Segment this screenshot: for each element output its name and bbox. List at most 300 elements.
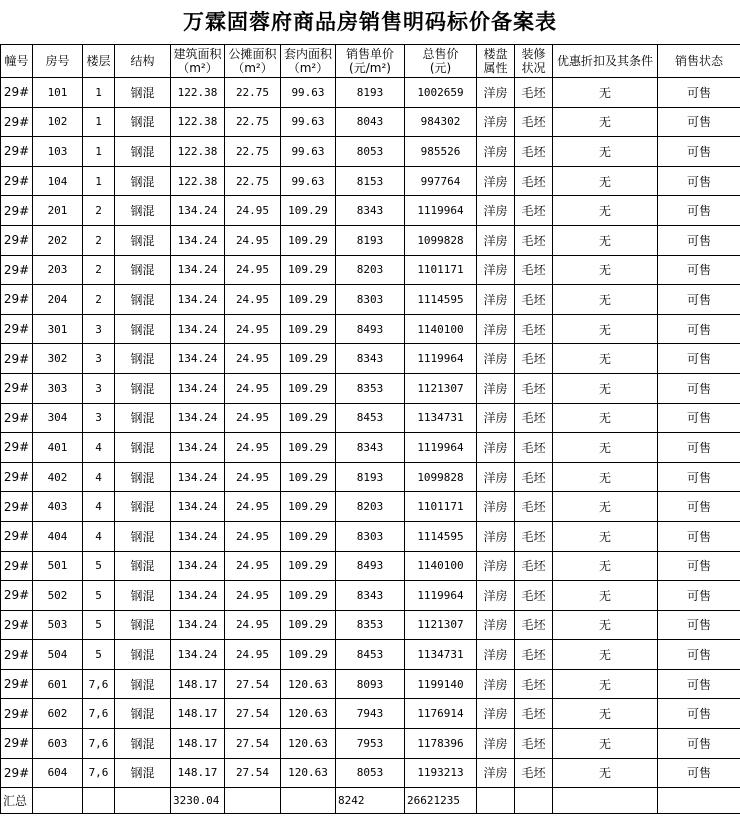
table-cell[interactable]: 可售 (658, 551, 740, 581)
table-cell[interactable]: 134.24 (171, 551, 225, 581)
table-cell[interactable]: 毛坯 (515, 758, 553, 788)
table-cell[interactable]: 钢混 (115, 285, 171, 315)
table-cell[interactable]: 99.63 (281, 78, 336, 108)
table-cell[interactable]: 8203 (336, 492, 405, 522)
total-cell[interactable]: 26621235 (405, 788, 477, 814)
table-cell[interactable]: 毛坯 (515, 137, 553, 167)
table-cell[interactable]: 钢混 (115, 640, 171, 670)
table-cell[interactable]: 29# (1, 137, 33, 167)
table-cell[interactable]: 7,6 (83, 729, 115, 759)
table-cell[interactable]: 毛坯 (515, 640, 553, 670)
table-cell[interactable]: 无 (553, 166, 658, 196)
table-cell[interactable]: 29# (1, 492, 33, 522)
table-cell[interactable]: 毛坯 (515, 196, 553, 226)
table-cell[interactable]: 钢混 (115, 433, 171, 463)
table-cell[interactable]: 3 (83, 373, 115, 403)
table-cell[interactable]: 毛坯 (515, 166, 553, 196)
table-cell[interactable]: 24.95 (225, 462, 281, 492)
table-cell[interactable]: 2 (83, 225, 115, 255)
table-cell[interactable]: 钢混 (115, 373, 171, 403)
table-cell[interactable]: 钢混 (115, 107, 171, 137)
table-cell[interactable]: 可售 (658, 669, 740, 699)
table-cell[interactable]: 可售 (658, 314, 740, 344)
table-cell[interactable]: 29# (1, 344, 33, 374)
table-cell[interactable]: 1 (83, 166, 115, 196)
table-cell[interactable]: 122.38 (171, 78, 225, 108)
table-cell[interactable]: 1121307 (405, 610, 477, 640)
table-cell[interactable]: 洋房 (477, 78, 515, 108)
table-cell[interactable]: 101 (33, 78, 83, 108)
table-cell[interactable]: 24.95 (225, 285, 281, 315)
column-header[interactable] (658, 45, 740, 78)
table-cell[interactable]: 109.29 (281, 640, 336, 670)
table-cell[interactable]: 无 (553, 492, 658, 522)
table-cell[interactable]: 99.63 (281, 137, 336, 167)
table-cell[interactable]: 109.29 (281, 373, 336, 403)
table-cell[interactable]: 1140100 (405, 314, 477, 344)
table-cell[interactable]: 可售 (658, 729, 740, 759)
table-cell[interactable]: 1101171 (405, 492, 477, 522)
table-cell[interactable]: 603 (33, 729, 83, 759)
table-cell[interactable]: 钢混 (115, 137, 171, 167)
table-cell[interactable]: 可售 (658, 225, 740, 255)
table-cell[interactable]: 134.24 (171, 285, 225, 315)
table-cell[interactable]: 1119964 (405, 581, 477, 611)
table-cell[interactable]: 99.63 (281, 107, 336, 137)
table-cell[interactable]: 109.29 (281, 225, 336, 255)
table-cell[interactable]: 8303 (336, 521, 405, 551)
table-cell[interactable]: 134.24 (171, 581, 225, 611)
table-cell[interactable]: 29# (1, 551, 33, 581)
table-cell[interactable]: 可售 (658, 699, 740, 729)
total-cell[interactable] (515, 788, 553, 814)
table-cell[interactable]: 8343 (336, 433, 405, 463)
table-cell[interactable]: 毛坯 (515, 107, 553, 137)
table-cell[interactable]: 134.24 (171, 196, 225, 226)
table-cell[interactable]: 2 (83, 255, 115, 285)
table-cell[interactable]: 洋房 (477, 107, 515, 137)
table-cell[interactable]: 洋房 (477, 137, 515, 167)
table-cell[interactable]: 109.29 (281, 610, 336, 640)
table-cell[interactable]: 8193 (336, 78, 405, 108)
table-cell[interactable]: 27.54 (225, 729, 281, 759)
table-cell[interactable]: 无 (553, 107, 658, 137)
table-cell[interactable]: 可售 (658, 640, 740, 670)
table-cell[interactable]: 134.24 (171, 344, 225, 374)
table-cell[interactable]: 29# (1, 699, 33, 729)
table-cell[interactable]: 1140100 (405, 551, 477, 581)
table-cell[interactable]: 7,6 (83, 758, 115, 788)
column-header[interactable] (33, 45, 83, 78)
table-cell[interactable]: 洋房 (477, 285, 515, 315)
table-cell[interactable]: 无 (553, 640, 658, 670)
table-cell[interactable]: 1114595 (405, 521, 477, 551)
table-cell[interactable]: 120.63 (281, 729, 336, 759)
column-header[interactable] (1, 45, 33, 78)
table-cell[interactable]: 毛坯 (515, 314, 553, 344)
table-cell[interactable]: 钢混 (115, 610, 171, 640)
table-cell[interactable]: 22.75 (225, 137, 281, 167)
table-cell[interactable]: 3 (83, 403, 115, 433)
table-cell[interactable]: 120.63 (281, 758, 336, 788)
table-cell[interactable]: 8353 (336, 610, 405, 640)
table-cell[interactable]: 109.29 (281, 285, 336, 315)
table-cell[interactable]: 1099828 (405, 225, 477, 255)
table-cell[interactable]: 109.29 (281, 581, 336, 611)
table-cell[interactable]: 毛坯 (515, 403, 553, 433)
table-cell[interactable]: 钢混 (115, 225, 171, 255)
column-header[interactable] (83, 45, 115, 78)
table-cell[interactable]: 无 (553, 669, 658, 699)
table-cell[interactable]: 可售 (658, 373, 740, 403)
table-cell[interactable]: 24.95 (225, 640, 281, 670)
table-cell[interactable]: 134.24 (171, 492, 225, 522)
table-cell[interactable]: 5 (83, 610, 115, 640)
table-cell[interactable]: 984302 (405, 107, 477, 137)
table-cell[interactable]: 毛坯 (515, 581, 553, 611)
table-cell[interactable]: 134.24 (171, 433, 225, 463)
table-cell[interactable]: 3 (83, 314, 115, 344)
table-cell[interactable]: 24.95 (225, 610, 281, 640)
table-cell[interactable]: 22.75 (225, 107, 281, 137)
table-cell[interactable]: 1134731 (405, 403, 477, 433)
table-cell[interactable]: 1199140 (405, 669, 477, 699)
table-cell[interactable]: 无 (553, 285, 658, 315)
table-cell[interactable]: 1178396 (405, 729, 477, 759)
total-cell[interactable] (83, 788, 115, 814)
table-cell[interactable]: 29# (1, 433, 33, 463)
table-cell[interactable]: 无 (553, 581, 658, 611)
table-cell[interactable]: 毛坯 (515, 521, 553, 551)
table-cell[interactable]: 毛坯 (515, 462, 553, 492)
table-cell[interactable]: 24.95 (225, 344, 281, 374)
total-cell[interactable]: 8242 (336, 788, 405, 814)
table-cell[interactable]: 钢混 (115, 669, 171, 699)
column-header[interactable] (171, 45, 225, 78)
table-cell[interactable]: 985526 (405, 137, 477, 167)
table-cell[interactable]: 102 (33, 107, 83, 137)
table-cell[interactable]: 无 (553, 433, 658, 463)
column-header[interactable] (553, 45, 658, 78)
table-cell[interactable]: 29# (1, 581, 33, 611)
table-cell[interactable]: 29# (1, 521, 33, 551)
table-cell[interactable]: 109.29 (281, 462, 336, 492)
table-cell[interactable]: 1119964 (405, 433, 477, 463)
table-cell[interactable]: 29# (1, 314, 33, 344)
table-cell[interactable]: 无 (553, 610, 658, 640)
column-header[interactable] (477, 45, 515, 78)
table-cell[interactable]: 122.38 (171, 166, 225, 196)
table-cell[interactable]: 钢混 (115, 196, 171, 226)
table-cell[interactable]: 无 (553, 137, 658, 167)
table-cell[interactable]: 134.24 (171, 373, 225, 403)
table-cell[interactable]: 1176914 (405, 699, 477, 729)
table-cell[interactable]: 毛坯 (515, 433, 553, 463)
total-cell[interactable]: 3230.04 (171, 788, 225, 814)
table-cell[interactable]: 7,6 (83, 669, 115, 699)
table-cell[interactable]: 148.17 (171, 669, 225, 699)
table-cell[interactable]: 134.24 (171, 255, 225, 285)
table-cell[interactable]: 1119964 (405, 344, 477, 374)
column-header[interactable] (405, 45, 477, 78)
table-cell[interactable]: 2 (83, 285, 115, 315)
table-cell[interactable]: 134.24 (171, 610, 225, 640)
table-cell[interactable]: 1121307 (405, 373, 477, 403)
table-cell[interactable]: 29# (1, 669, 33, 699)
table-cell[interactable]: 109.29 (281, 551, 336, 581)
table-cell[interactable]: 8053 (336, 137, 405, 167)
table-cell[interactable]: 1101171 (405, 255, 477, 285)
table-cell[interactable]: 无 (553, 225, 658, 255)
table-cell[interactable]: 8493 (336, 551, 405, 581)
table-cell[interactable]: 24.95 (225, 581, 281, 611)
table-cell[interactable]: 29# (1, 107, 33, 137)
table-cell[interactable]: 29# (1, 166, 33, 196)
table-cell[interactable]: 24.95 (225, 403, 281, 433)
table-cell[interactable]: 403 (33, 492, 83, 522)
table-cell[interactable]: 可售 (658, 78, 740, 108)
table-cell[interactable]: 103 (33, 137, 83, 167)
table-cell[interactable]: 148.17 (171, 758, 225, 788)
table-cell[interactable]: 303 (33, 373, 83, 403)
table-cell[interactable]: 钢混 (115, 699, 171, 729)
table-cell[interactable]: 毛坯 (515, 669, 553, 699)
table-cell[interactable]: 24.95 (225, 521, 281, 551)
table-cell[interactable]: 1 (83, 107, 115, 137)
table-cell[interactable]: 4 (83, 492, 115, 522)
table-cell[interactable]: 毛坯 (515, 492, 553, 522)
table-cell[interactable]: 可售 (658, 462, 740, 492)
table-cell[interactable]: 997764 (405, 166, 477, 196)
table-cell[interactable]: 可售 (658, 166, 740, 196)
table-cell[interactable]: 洋房 (477, 344, 515, 374)
table-cell[interactable]: 可售 (658, 137, 740, 167)
table-cell[interactable]: 可售 (658, 581, 740, 611)
table-cell[interactable]: 404 (33, 521, 83, 551)
table-cell[interactable]: 1 (83, 137, 115, 167)
column-header[interactable] (225, 45, 281, 78)
table-cell[interactable]: 27.54 (225, 699, 281, 729)
table-cell[interactable]: 104 (33, 166, 83, 196)
table-cell[interactable]: 203 (33, 255, 83, 285)
table-cell[interactable]: 洋房 (477, 699, 515, 729)
table-cell[interactable]: 毛坯 (515, 551, 553, 581)
table-cell[interactable]: 29# (1, 196, 33, 226)
table-cell[interactable]: 毛坯 (515, 610, 553, 640)
table-cell[interactable]: 4 (83, 462, 115, 492)
table-cell[interactable]: 301 (33, 314, 83, 344)
table-cell[interactable]: 122.38 (171, 137, 225, 167)
table-cell[interactable]: 8193 (336, 225, 405, 255)
table-cell[interactable]: 24.95 (225, 551, 281, 581)
total-cell[interactable] (225, 788, 281, 814)
table-cell[interactable]: 204 (33, 285, 83, 315)
table-cell[interactable]: 503 (33, 610, 83, 640)
table-cell[interactable]: 134.24 (171, 314, 225, 344)
table-cell[interactable]: 无 (553, 344, 658, 374)
table-cell[interactable]: 钢混 (115, 492, 171, 522)
table-cell[interactable]: 401 (33, 433, 83, 463)
table-cell[interactable]: 8153 (336, 166, 405, 196)
total-cell[interactable] (281, 788, 336, 814)
table-cell[interactable]: 7,6 (83, 699, 115, 729)
table-cell[interactable]: 402 (33, 462, 83, 492)
table-cell[interactable]: 可售 (658, 758, 740, 788)
table-cell[interactable]: 134.24 (171, 225, 225, 255)
table-cell[interactable]: 148.17 (171, 729, 225, 759)
table-cell[interactable]: 洋房 (477, 521, 515, 551)
total-cell[interactable] (553, 788, 658, 814)
table-cell[interactable]: 钢混 (115, 462, 171, 492)
table-cell[interactable]: 洋房 (477, 255, 515, 285)
table-cell[interactable]: 毛坯 (515, 373, 553, 403)
table-cell[interactable]: 122.38 (171, 107, 225, 137)
table-cell[interactable]: 可售 (658, 403, 740, 433)
table-cell[interactable]: 8453 (336, 640, 405, 670)
table-cell[interactable]: 洋房 (477, 758, 515, 788)
table-cell[interactable]: 可售 (658, 107, 740, 137)
table-cell[interactable]: 24.95 (225, 225, 281, 255)
table-cell[interactable]: 无 (553, 373, 658, 403)
total-cell[interactable] (658, 788, 740, 814)
table-cell[interactable]: 601 (33, 669, 83, 699)
table-cell[interactable]: 洋房 (477, 225, 515, 255)
table-cell[interactable]: 8093 (336, 669, 405, 699)
table-cell[interactable]: 洋房 (477, 581, 515, 611)
table-cell[interactable]: 7953 (336, 729, 405, 759)
table-cell[interactable]: 8453 (336, 403, 405, 433)
table-cell[interactable]: 502 (33, 581, 83, 611)
table-cell[interactable]: 钢混 (115, 255, 171, 285)
table-cell[interactable]: 洋房 (477, 492, 515, 522)
table-cell[interactable]: 1 (83, 78, 115, 108)
table-cell[interactable]: 134.24 (171, 521, 225, 551)
table-cell[interactable]: 毛坯 (515, 729, 553, 759)
total-cell[interactable] (115, 788, 171, 814)
total-label[interactable]: 汇总 (1, 788, 33, 814)
table-cell[interactable]: 109.29 (281, 255, 336, 285)
table-cell[interactable]: 134.24 (171, 640, 225, 670)
table-cell[interactable]: 29# (1, 225, 33, 255)
table-cell[interactable]: 洋房 (477, 640, 515, 670)
table-cell[interactable]: 1002659 (405, 78, 477, 108)
table-cell[interactable]: 毛坯 (515, 255, 553, 285)
table-cell[interactable]: 8353 (336, 373, 405, 403)
table-cell[interactable]: 4 (83, 433, 115, 463)
table-cell[interactable]: 无 (553, 314, 658, 344)
table-cell[interactable]: 毛坯 (515, 699, 553, 729)
table-cell[interactable]: 无 (553, 551, 658, 581)
table-cell[interactable]: 109.29 (281, 492, 336, 522)
table-cell[interactable]: 洋房 (477, 551, 515, 581)
table-cell[interactable]: 毛坯 (515, 225, 553, 255)
table-cell[interactable]: 302 (33, 344, 83, 374)
table-cell[interactable]: 可售 (658, 196, 740, 226)
table-cell[interactable]: 毛坯 (515, 285, 553, 315)
table-cell[interactable]: 504 (33, 640, 83, 670)
table-cell[interactable]: 109.29 (281, 403, 336, 433)
table-cell[interactable]: 无 (553, 758, 658, 788)
table-cell[interactable]: 29# (1, 610, 33, 640)
table-cell[interactable]: 1119964 (405, 196, 477, 226)
table-cell[interactable]: 29# (1, 640, 33, 670)
table-cell[interactable]: 可售 (658, 521, 740, 551)
table-cell[interactable]: 24.95 (225, 314, 281, 344)
table-cell[interactable]: 钢混 (115, 521, 171, 551)
table-cell[interactable]: 29# (1, 462, 33, 492)
table-cell[interactable]: 8493 (336, 314, 405, 344)
table-cell[interactable]: 洋房 (477, 196, 515, 226)
table-cell[interactable]: 2 (83, 196, 115, 226)
table-cell[interactable]: 8043 (336, 107, 405, 137)
table-cell[interactable]: 可售 (658, 610, 740, 640)
table-cell[interactable]: 钢混 (115, 729, 171, 759)
table-cell[interactable]: 洋房 (477, 373, 515, 403)
table-cell[interactable]: 99.63 (281, 166, 336, 196)
table-cell[interactable]: 钢混 (115, 758, 171, 788)
table-cell[interactable]: 无 (553, 521, 658, 551)
table-cell[interactable]: 24.95 (225, 492, 281, 522)
table-cell[interactable]: 22.75 (225, 166, 281, 196)
table-cell[interactable]: 24.95 (225, 373, 281, 403)
table-cell[interactable]: 可售 (658, 433, 740, 463)
table-cell[interactable]: 洋房 (477, 462, 515, 492)
table-cell[interactable]: 8053 (336, 758, 405, 788)
table-cell[interactable]: 29# (1, 758, 33, 788)
table-cell[interactable]: 无 (553, 255, 658, 285)
table-cell[interactable]: 109.29 (281, 314, 336, 344)
table-cell[interactable]: 27.54 (225, 758, 281, 788)
table-cell[interactable]: 无 (553, 78, 658, 108)
table-cell[interactable]: 洋房 (477, 314, 515, 344)
table-cell[interactable]: 无 (553, 699, 658, 729)
table-cell[interactable]: 29# (1, 285, 33, 315)
table-cell[interactable]: 5 (83, 640, 115, 670)
table-cell[interactable]: 可售 (658, 344, 740, 374)
table-cell[interactable]: 109.29 (281, 433, 336, 463)
table-cell[interactable]: 1134731 (405, 640, 477, 670)
table-cell[interactable]: 501 (33, 551, 83, 581)
table-cell[interactable]: 毛坯 (515, 78, 553, 108)
table-cell[interactable]: 148.17 (171, 699, 225, 729)
table-cell[interactable]: 29# (1, 373, 33, 403)
table-cell[interactable]: 602 (33, 699, 83, 729)
table-cell[interactable]: 201 (33, 196, 83, 226)
column-header[interactable] (115, 45, 171, 78)
table-cell[interactable]: 202 (33, 225, 83, 255)
table-cell[interactable]: 钢混 (115, 344, 171, 374)
table-cell[interactable]: 洋房 (477, 433, 515, 463)
table-cell[interactable]: 可售 (658, 255, 740, 285)
table-cell[interactable]: 钢混 (115, 166, 171, 196)
table-cell[interactable]: 无 (553, 403, 658, 433)
total-cell[interactable] (33, 788, 83, 814)
table-cell[interactable]: 29# (1, 403, 33, 433)
column-header[interactable] (515, 45, 553, 78)
table-cell[interactable]: 22.75 (225, 78, 281, 108)
table-cell[interactable]: 7943 (336, 699, 405, 729)
table-cell[interactable]: 29# (1, 78, 33, 108)
table-cell[interactable]: 洋房 (477, 610, 515, 640)
table-cell[interactable]: 5 (83, 551, 115, 581)
table-cell[interactable]: 8343 (336, 344, 405, 374)
table-cell[interactable]: 可售 (658, 492, 740, 522)
table-cell[interactable]: 8343 (336, 581, 405, 611)
table-cell[interactable]: 1193213 (405, 758, 477, 788)
table-cell[interactable]: 120.63 (281, 699, 336, 729)
table-cell[interactable]: 1114595 (405, 285, 477, 315)
table-cell[interactable]: 24.95 (225, 433, 281, 463)
